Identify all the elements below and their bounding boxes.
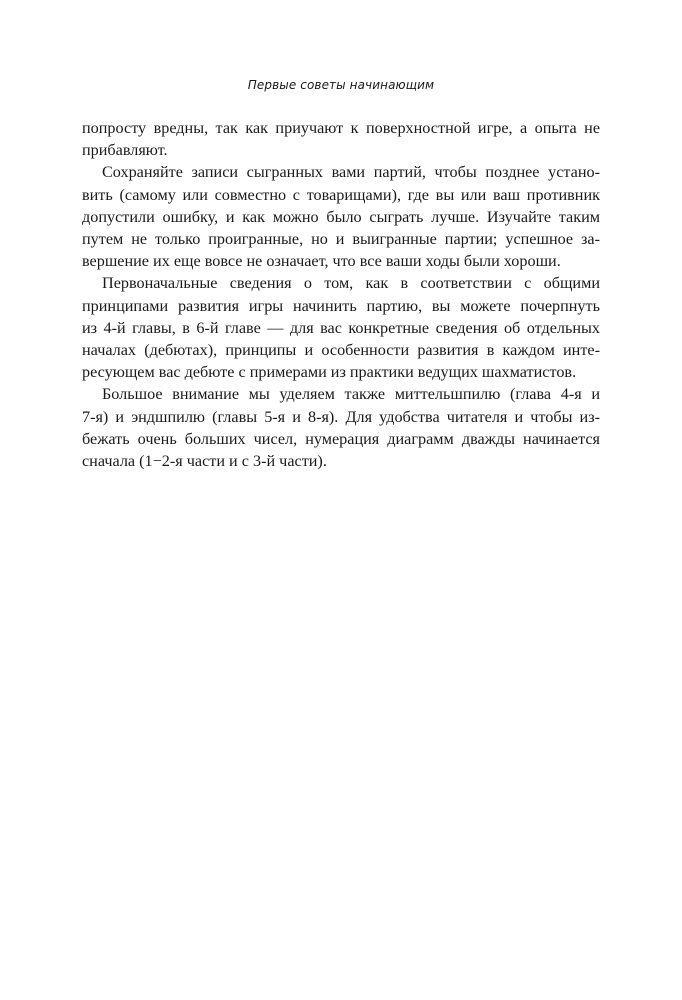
text-line: Первоначальные сведения о том, как в соответствии с общими xyxy=(102,274,600,293)
running-header: Первые советы начинающим xyxy=(247,78,435,92)
text-line: ресующем вас дебюте с примерами из практики ведущих шахматистов. xyxy=(82,363,577,382)
text-line: началах (дебютах), принципы и особенности развития в каждом инте- xyxy=(82,341,600,360)
paragraph-2 xyxy=(82,161,600,272)
text-line: попросту вредны, так как приучают к поверхностной игре, а опыта не xyxy=(82,119,600,137)
text-line: бежать очень больших чисел, нумерация диаграмм дважды начинается xyxy=(82,429,600,448)
paragraph-3 xyxy=(82,272,600,383)
text-line: из 4-й главы, в 6-й главе — для вас конкретные сведения об отдельных xyxy=(82,318,600,337)
text-line: принципами развития игры начинить партию, вы можете почерпнуть xyxy=(82,296,600,315)
text-line: вершение их еще вовсе не означает, что все ваши ходы были хороши. xyxy=(82,252,561,271)
body-text xyxy=(82,117,600,472)
text-line: Большое внимание мы уделяем также миттельшпилю (глава 4-я и xyxy=(102,385,600,404)
text-line: прибавляют. xyxy=(82,141,168,160)
text-line: Сохраняйте записи сыгранных вами партий, чтобы позднее устано- xyxy=(102,163,600,182)
text-line: сначала (1−2-я части и с 3-й части). xyxy=(82,452,327,471)
text-line: путем не только проигранные, но и выигранные партии; успешное за- xyxy=(82,230,600,249)
paragraph-1 xyxy=(82,117,600,161)
text-line: вить (самому или совместно с товарищами), где вы или ваш противник xyxy=(82,185,600,204)
text-line: допустили ошибку, и как можно было сыграть лучше. Изучайте таким xyxy=(82,207,600,226)
text-line: 7-я) и эндшпилю (главы 5-я и 8-я). Для удобства читателя и чтобы из- xyxy=(82,407,600,426)
paragraph-4 xyxy=(82,383,600,472)
